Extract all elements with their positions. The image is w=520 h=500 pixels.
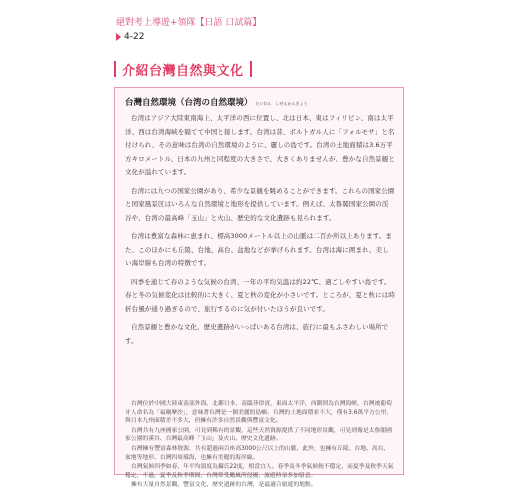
jp-paragraph: 自然景観と豊かな文化、歴史遺跡がいっぱいある台湾は、旅行に最もふさわしい場所です。 xyxy=(125,323,389,345)
zh-paragraph: 台灣位於中國大陸東南部外海，北鄰日本，南臨菲律賓，東面太平洋，西側則為台灣海峽，台灣被葡萄牙人命名為「福爾摩沙」，意味著台灣是一個美麗的島嶼。台灣的土地面積並不大，僅有3.6萬平方公里，與日本九州面積差不多大，但擁有許多自然景觀與豐富文化。 xyxy=(125,401,393,425)
jp-paragraph: 四季を通じて春のような気候の台湾、一年の平均気温は約22℃、過ごしやすい島です。春と冬の気候変化は比較的に大きく、夏と秋の変化が小さいです。ところが、夏と秋には時折台風が通り過ぎるので、旅行するのに気が付いたほうが良いです。 xyxy=(125,277,395,313)
title-bar-left xyxy=(114,61,116,77)
zh-paragraph: 台灣擁有豐富森林資源，共有超過兩百座高3000公尺以上的山脈，此外，也擁有丘陵、台地、高台、盆地等地形。台灣四周環海，也擁有美麗的海岸線。 xyxy=(125,445,390,461)
page-number xyxy=(116,32,144,42)
jp-paragraph: 台湾には九つの国家公園があり、希少な景観を眺めることができます。これらの国家公園と国家風景区はいろんな自然環境と地形を提供しています。例えば、太魯閣国家公園の渓谷や、台湾の最高峰「玉山」と火山、歴史的な文化遺跡も見られます。 xyxy=(125,186,395,222)
zh-paragraph: 擁有大量自然景觀、豐富文化、歷史遺跡的台灣，是最適合旅遊的地點。 xyxy=(131,482,317,489)
page-number-text: 4-22 xyxy=(124,32,145,42)
zh-paragraph: 台灣氣候四季如春，年平均溫度為攝氏22度，相當宜人。春季及冬季氣候較不穩定，而夏季及秋季天氣穩定，不過，夏季及秋季期間，台灣常受颱風所侵擾，旅遊時須多加留意。 xyxy=(125,464,394,479)
chinese-text xyxy=(125,400,395,491)
jp-paragraph: 台湾はアジア大陸東南海上、太平洋の西に位置し、北は日本、東はフィリピン、南は太平洋、西は台湾海峡を隔てて中国と接します。台湾は昔、ポルトガル人に「フォルモサ」と名付けられ、その意味は台湾の自然環境のように、麗しの島です。台湾の土地面積は3.6万平方キロメートル、日本の九州と同程度の大きさで、大きくありませんが、豊かな自然景観と文化が溢れています。 xyxy=(125,114,395,176)
box-subtitle-ruby: たいわん しぜんかんきょう xyxy=(255,101,308,106)
box-subtitle xyxy=(125,96,307,108)
section-title-text: 介紹台灣自然與文化 xyxy=(122,63,244,79)
triangle-marker-icon xyxy=(116,33,121,41)
zh-paragraph: 台灣共有九座國家公園，可見到稀有的景觀，這些天然資源提供了不同地形景觀，可見到像是太魯閣國家公園的溪谷、台灣最高峰「玉山」及火山、歷史文化遺跡。 xyxy=(125,427,392,443)
japanese-text xyxy=(125,112,395,353)
jp-paragraph: 台湾は豊富な森林に恵まれ、標高3000メートル以上の山脈は二百か所以上あります。また、このほかにも丘陵、台地、高台、盆地などが挙げられます。台湾は海に囲まれ、美しい海岸線も台湾の特徴です。 xyxy=(125,232,393,267)
section-title xyxy=(114,58,414,80)
running-header: 絕對考上導遊+領隊【日語 口試篇】 xyxy=(116,18,262,28)
box-subtitle-text: 台灣自然環境（台湾の自然環境） xyxy=(125,98,253,108)
title-bar-right xyxy=(250,61,252,77)
content-box xyxy=(114,87,404,489)
